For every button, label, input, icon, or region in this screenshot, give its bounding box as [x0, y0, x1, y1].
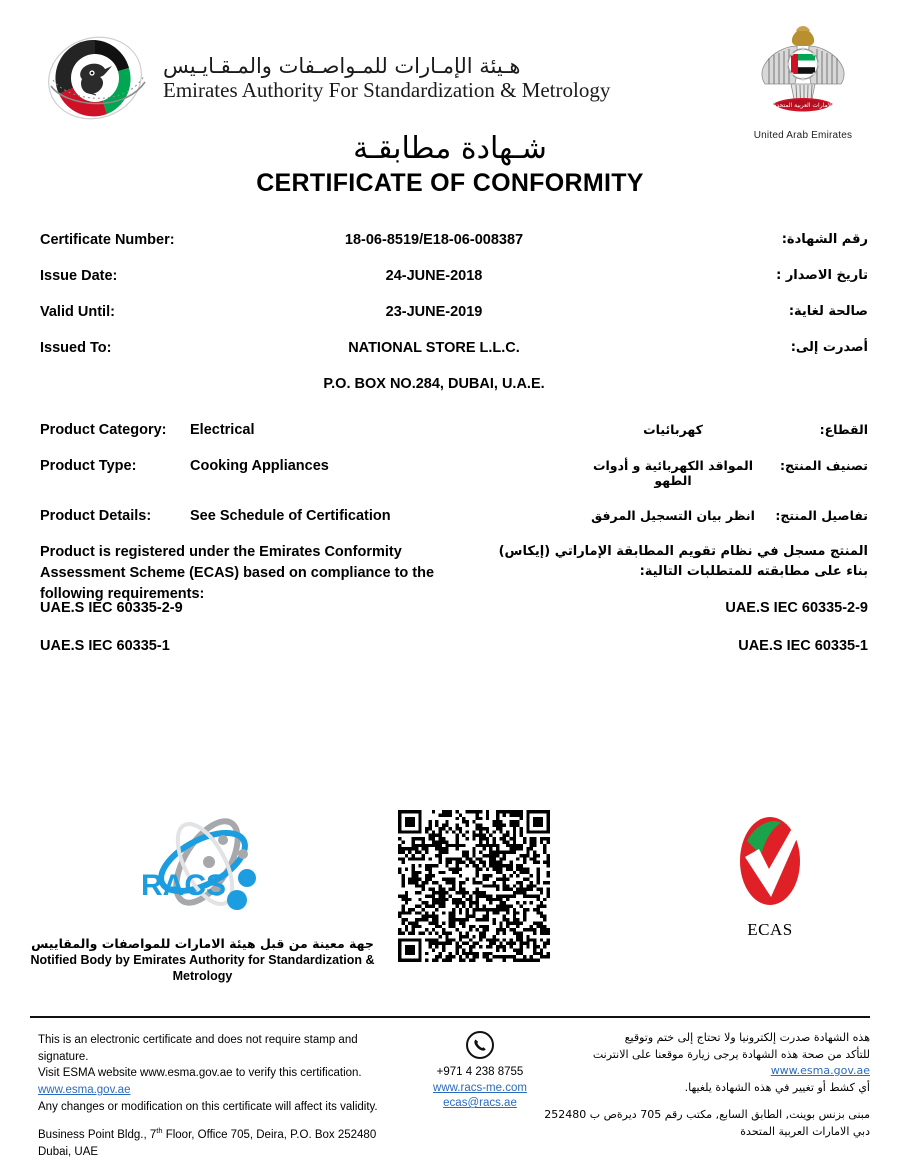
detail-row-issue-date [40, 268, 868, 284]
ecas-wordmark: ECAS [747, 920, 793, 939]
product-arabic-label: القطاع: [819, 422, 868, 437]
requirements-list-english [40, 600, 183, 676]
product-arabic-label: تفاصيل المنتج: [775, 508, 868, 523]
document-footer [0, 1028, 900, 1165]
footer-arabic-address: مبنى بزنس بوينت, الطابق السابع, مكتب رقم 705 ديرةص ب 252480 دبي الامارات العربية المتحدة [544, 1108, 870, 1138]
footer-left-block [38, 1032, 388, 1161]
svg-text:الإمارات العربية المتحدة: الإمارات العربية المتحدة [773, 102, 833, 109]
footer-address-part1: Business Point Bldg., 7 [38, 1129, 157, 1142]
ecas-statement-arabic: المنتج مسجل في نظام تقويم المطابقة الإماراتي (إيكاس) بناء على مطابقته للمتطلبات التالية: [498, 544, 868, 579]
footer-arabic-line2: للتأكد من صحة هذه الشهادة يرجى زيارة موقعنا على الانترنت [592, 1047, 870, 1061]
detail-label: Issue Date: [40, 268, 118, 284]
product-value: See Schedule of Certification [190, 508, 391, 524]
product-arabic-value: كهربائيات [643, 422, 703, 437]
detail-value: 18-06-8519/E18-06-008387 [344, 232, 524, 248]
product-label: Product Type: [40, 458, 137, 474]
detail-arabic-label: رقم الشهادة: [781, 232, 868, 247]
detail-arabic-label: صالحة لغاية: [788, 304, 868, 319]
footer-spacer-arabic [540, 1096, 870, 1107]
uae-emblem-block [744, 24, 862, 141]
uae-federal-emblem-icon [757, 102, 849, 128]
requirement-item: UAE.S IEC 60335-2-9 [40, 600, 183, 616]
racs-phone: +971 4 238 8755 [436, 1066, 524, 1078]
ecas-checkmark-logo-icon [731, 904, 809, 921]
certificate-details [40, 232, 868, 412]
esma-falcon-logo-icon [45, 32, 157, 124]
logos-row [0, 805, 900, 1015]
product-row-category [40, 422, 868, 438]
uae-emblem-caption: United Arab Emirates [753, 130, 853, 141]
detail-value: 23-JUNE-2019 [385, 304, 483, 320]
detail-row-issued-to [40, 340, 868, 356]
product-value: Electrical [190, 422, 255, 438]
product-arabic-label: تصنيف المنتج: [779, 458, 868, 473]
esma-arabic-name: هـيئة الإمـارات للمـواصـفات والمـقـايـيس [163, 53, 521, 78]
detail-label: Certificate Number: [40, 232, 175, 248]
esma-website-link[interactable]: www.esma.gov.ae [38, 1084, 131, 1097]
ecas-registration-statement [40, 542, 868, 605]
product-value: Cooking Appliances [190, 458, 329, 474]
requirement-item: UAE.S IEC 60335-2-9 [725, 600, 868, 616]
detail-label: Issued To: [40, 340, 112, 356]
footer-address [38, 1126, 388, 1160]
esma-website-link-arabic[interactable]: www.esma.gov.ae [770, 1064, 870, 1077]
issued-to-address: P.O. BOX NO.284, DUBAI, U.A.E. [323, 376, 545, 392]
document-header [0, 24, 900, 144]
esma-english-name: Emirates Authority For Standardization & Metrology [163, 78, 611, 102]
certificate-title-block [0, 132, 900, 198]
footer-arabic-line3: أي كشط أو تغيير في هذه الشهادة يلغيها. [684, 1080, 870, 1094]
product-label: Product Category: [40, 422, 167, 438]
footer-contact-block [410, 1030, 550, 1112]
detail-value: 24-JUNE-2018 [385, 268, 483, 284]
product-arabic-value: المواقد الكهربائية و أدوات الطهو [592, 458, 754, 488]
racs-block [30, 810, 375, 985]
footer-address-part2: Floor, Office 705, Deira, P.O. Box 252480 Dubai, UAE [38, 1129, 377, 1158]
product-label: Product Details: [40, 508, 152, 524]
detail-row-valid-until [40, 304, 868, 320]
product-row-details [40, 508, 868, 524]
footer-line-validity: Any changes or modification on this certificate will affect its validity. [38, 1100, 378, 1113]
detail-arabic-label: أصدرت إلى: [790, 340, 868, 355]
footer-address-ordinal: th [156, 1126, 163, 1136]
product-row-type [40, 458, 868, 488]
racs-english-caption: Notified Body by Emirates Authority for Standardization & Metrology [30, 953, 375, 984]
racs-website-link[interactable]: www.racs-me.com [433, 1081, 527, 1094]
racs-atom-logo-icon [125, 869, 280, 929]
verification-qr-code[interactable] [398, 810, 550, 967]
product-details [40, 422, 868, 544]
ecas-logo-block [690, 813, 850, 940]
footer-line-verify: Visit ESMA website www.esma.gov.ae to verify this certification. [38, 1067, 362, 1080]
footer-arabic-line1: هذه الشهادة صدرت إلكترونيا ولا تحتاج إلى ختم وتوقيع [624, 1031, 870, 1044]
svg-text:RACS: RACS [141, 869, 227, 902]
racs-arabic-caption: جهة معينة من قبل هيئة الامارات للمواصفات والمقاييس [31, 936, 374, 951]
footer-right-block-arabic [540, 1030, 870, 1140]
footer-line-electronic: This is an electronic certificate and does not require stamp and signature. [38, 1034, 358, 1063]
phone-icon [465, 1047, 495, 1064]
detail-value: NATIONAL STORE L.L.C. [348, 340, 520, 356]
requirement-item: UAE.S IEC 60335-1 [738, 638, 868, 654]
certificate-title-arabic: شـهادة مطابقـة [353, 131, 547, 166]
requirements-list-arabic [725, 600, 868, 676]
certificate-title-english: CERTIFICATE OF CONFORMITY [256, 169, 644, 197]
detail-row-issued-to-address [40, 376, 868, 392]
racs-email-link[interactable]: ecas@racs.ae [443, 1097, 517, 1110]
detail-row-certificate-number [40, 232, 868, 248]
product-arabic-value: انظر بيان التسجيل المرفق [591, 508, 755, 523]
ecas-statement-english: Product is registered under the Emirates Conformity Assessment Scheme (ECAS) based on compliance to the following requirements: [40, 544, 435, 603]
detail-arabic-label: تاريخ الاصدار : [776, 268, 868, 283]
footer-spacer [38, 1115, 388, 1126]
requirement-item: UAE.S IEC 60335-1 [40, 638, 170, 654]
footer-divider [30, 1016, 870, 1018]
detail-label: Valid Until: [40, 304, 115, 320]
